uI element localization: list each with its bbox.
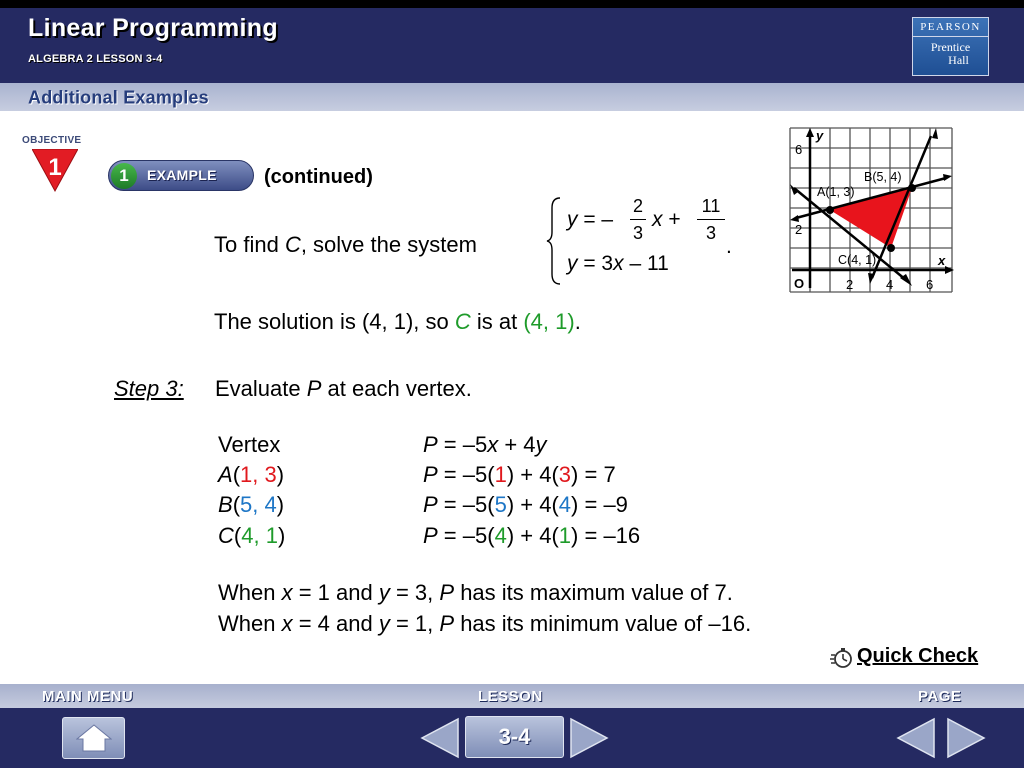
- vertex-a: A(1, 3): [218, 462, 285, 487]
- conclusion-minimum: When x = 4 and y = 1, P has its minimum value of –16.: [218, 611, 752, 636]
- conclusion-maximum: When x = 1 and y = 3, P has its maximum value of 7.: [218, 580, 733, 605]
- graph-point-b-label: B(5, 4): [864, 170, 902, 184]
- publisher-logo: [912, 17, 989, 76]
- evaluation-b: P = –5(5) + 4(4) = –9: [423, 492, 628, 517]
- footer-nav-bar: [0, 708, 1024, 768]
- graph-y-tick-2: 2: [795, 222, 803, 237]
- vertex-c: C(4, 1): [218, 523, 286, 548]
- solution-line: The solution is (4, 1), so C is at (4, 1).: [214, 309, 581, 334]
- objective-badge: [20, 135, 88, 193]
- publisher-name: PEARSON: [913, 21, 988, 37]
- graph-x-label: x: [938, 253, 946, 268]
- next-lesson-button[interactable]: [569, 717, 609, 759]
- footer-nav-labels: [0, 684, 1024, 708]
- fraction-two-thirds: 2 3: [630, 195, 646, 244]
- fraction-eleven-thirds: 11 3: [697, 195, 725, 244]
- example-number: 1: [111, 163, 137, 189]
- main-menu-button[interactable]: [62, 717, 125, 759]
- graph-y-label: y: [816, 128, 824, 143]
- step-3-text: Evaluate P at each vertex.: [215, 376, 472, 401]
- graph-x-tick-2: 2: [846, 277, 854, 292]
- feasible-region-graph: [786, 126, 958, 298]
- graph-y-tick-6: 6: [795, 142, 803, 157]
- system-brace-icon: [546, 196, 562, 286]
- continued-label: (continued): [264, 166, 373, 188]
- next-page-button[interactable]: [946, 717, 986, 759]
- table-header-vertex: Vertex: [218, 432, 281, 457]
- header-bar: [0, 0, 1024, 83]
- equation-2: y = 3x – 11: [567, 252, 669, 275]
- objective-triangle-icon: [32, 149, 78, 193]
- publisher-imprint-1: Prentice: [930, 40, 971, 54]
- objective-label: OBJECTIVE: [22, 135, 82, 146]
- example-badge: [108, 160, 254, 191]
- evaluation-c: P = –5(4) + 4(1) = –16: [423, 523, 641, 548]
- objective-number: 1: [48, 154, 62, 181]
- system-intro: To find C, solve the system: [214, 232, 477, 257]
- lesson-title: Linear Programming: [28, 14, 278, 42]
- header-top-line: [0, 0, 1024, 8]
- equation-1-mid: x +: [652, 208, 681, 231]
- equation-1-start: y = –: [567, 208, 614, 231]
- graph-origin-label: O: [794, 276, 805, 291]
- section-bar: [0, 83, 1024, 111]
- graph-point-a-label: A(1, 3): [817, 185, 855, 199]
- evaluation-a: P = –5(1) + 4(3) = 7: [423, 462, 616, 487]
- previous-page-button[interactable]: [896, 717, 936, 759]
- lesson-number-box: [465, 716, 564, 758]
- home-icon: [76, 724, 112, 752]
- graph-x-tick-6: 6: [926, 277, 934, 292]
- page-label: PAGE: [918, 688, 962, 705]
- stopwatch-icon: [830, 647, 854, 669]
- graph-point-c-label: C(4, 1): [838, 253, 877, 267]
- step-3-label: Step 3:: [114, 376, 184, 401]
- lesson-number: 3-4: [498, 724, 531, 749]
- table-header-objective: P = –5x + 4y: [423, 432, 547, 457]
- lesson-subtitle: ALGEBRA 2 LESSON 3-4: [28, 53, 163, 65]
- system-period: .: [726, 235, 732, 258]
- example-label: EXAMPLE: [147, 167, 217, 183]
- graph-x-tick-4: 4: [886, 277, 894, 292]
- lesson-label: LESSON: [478, 688, 543, 705]
- publisher-imprint-2: Hall: [948, 53, 969, 67]
- main-menu-label: MAIN MENU: [42, 688, 134, 705]
- section-title: Additional Examples: [28, 86, 209, 108]
- previous-lesson-button[interactable]: [420, 717, 460, 759]
- quick-check-label[interactable]: Quick Check: [857, 645, 979, 667]
- vertex-b: B(5, 4): [218, 492, 285, 517]
